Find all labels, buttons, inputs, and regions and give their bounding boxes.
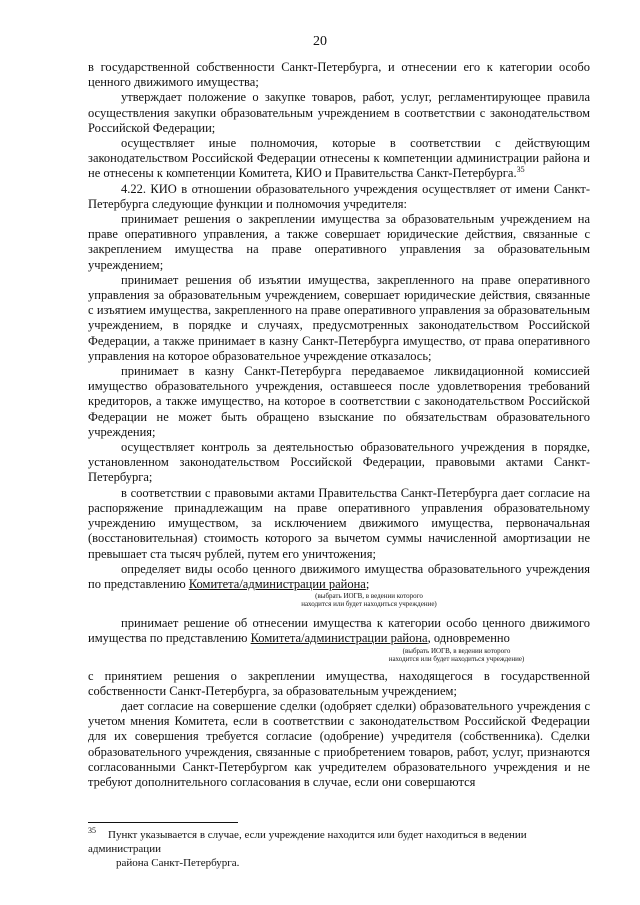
paragraph-4-22: 4.22. КИО в отношении образовательного учреждения осуществляет от имени Санкт-Петербурга следующие функции и полномочия учредителя: <box>88 181 590 211</box>
paragraph-3 <box>88 136 590 182</box>
paragraph-3-text: осуществляет иные полномочия, которые в соответствии с действующим законодательством Российской Федерации отнесены к компетенции администрации района и не отнесены к компетенции Комитета, КИО и Правительства Санкт-Петербурга. <box>88 136 590 181</box>
footnote <box>88 828 590 870</box>
paragraph-8: осуществляет контроль за деятельностью образовательного учреждения в порядке, установленном законодательством Российской Федерации, правовыми актами Санкт-Петербурга; <box>88 440 590 485</box>
footnote-divider <box>88 822 238 823</box>
paragraph-11-text: принимает решение об отнесении имущества к категории особо ценного движимого имущества по представлению <box>88 616 590 646</box>
paragraph-11-note-line-2: находится или будет находиться учреждение) <box>388 654 525 663</box>
footnote-mark: 35 <box>88 826 96 836</box>
paragraph-11 <box>88 616 590 646</box>
paragraph-11-end: , одновременно <box>427 631 510 646</box>
footnote-line-2: района Санкт-Петербурга. <box>116 857 240 869</box>
paragraph-10-text: определяет виды особо ценного движимого имущества образовательного учреждения по представлению <box>88 561 590 591</box>
paragraph-7: принимает в казну Санкт-Петербурга передаваемое ликвидационной комиссией имущество образовательного учреждения, оставшееся после удовлетворения требований кредиторов, а также имущество, на которое в соответствии с законодательством Российской Федерации не может быть обращено взыскание по обязательствам образовательного учреждения; <box>88 364 590 439</box>
footnote-reference: 35 <box>516 165 525 175</box>
paragraph-10 <box>88 562 590 592</box>
paragraph-5: принимает решения о закреплении имущества за образовательным учреждением на праве оперативного управления, а также совершает юридические действия, связанные с закреплением имущества на праве оперативного управления за образовательным учреждением; <box>88 212 590 272</box>
page-body <box>88 60 590 790</box>
paragraph-2: утверждает положение о закупке товаров, работ, услуг, регламентирующее правила осуществления закупки образовательным учреждением в соответствии с законодательством Российской Федерации; <box>88 90 590 135</box>
paragraph-10-choice: Комитета/администрации района <box>188 576 366 591</box>
footnote-line-1: Пункт указывается в случае, если учреждение находится или будет находиться в ведении администрации <box>88 829 527 855</box>
paragraph-10-end: ; <box>365 576 370 591</box>
paragraph-11-note-line-1: (выбрать ИОГВ, в ведении которого <box>402 646 511 655</box>
paragraph-13: дает согласие на совершение сделки (одобряет сделки) образовательного учреждения с учетом мнения Комитета, если в соответствии с законодательством Российской Федерации для их совершения требуется согласие (одобрение) учредителя (собственника). Сделки образовательного учреждения, связанные с приобретением товаров, работ, услуг, признаются согласованными Санкт-Петербургом как учредителем образовательного учреждения и не требуют дополнительного согласования в случае, если они совершаются <box>88 698 590 789</box>
page-number: 20 <box>313 34 327 49</box>
paragraph-9: в соответствии с правовыми актами Правительства Санкт-Петербурга дает согласие на распоряжение принадлежащим на праве оперативного управления образовательному учреждению имуществом, за исключением движимого имущества, первоначальная (восстановительная) стоимость которого за вычетом суммы начисленной амортизации не превышает ста тысяч рублей, путем его уничтожения; <box>88 485 590 561</box>
paragraph-10-note-line-2: находится или будет находиться учреждение) <box>301 600 437 609</box>
paragraph-10-note-line-1: (выбрать ИОГВ, в ведении которого <box>315 592 423 601</box>
paragraph-12: с принятием решения о закреплении имущества, находящегося в государственной собственности Санкт-Петербурга, за образовательным учреждением; <box>88 668 590 698</box>
paragraph-11-choice: Комитета/администрации района <box>250 631 428 646</box>
paragraph-1: в государственной собственности Санкт-Петербурга, и отнесении его к категории особо ценного движимого имущества; <box>88 60 590 90</box>
paragraph-6: принимает решения об изъятии имущества, закрепленного на праве оперативного управления за образовательным учреждением, совершает юридические действия, связанные с изъятием имущества, закрепленного на праве оперативного управления за образовательным учреждением, в порядке и случаях, предусмотренных законодательством Российской Федерации, а также принимает в казну Санкт-Петербурга имущество, от права оперативного управления на которое образовательное учреждение отказалось; <box>88 272 590 363</box>
